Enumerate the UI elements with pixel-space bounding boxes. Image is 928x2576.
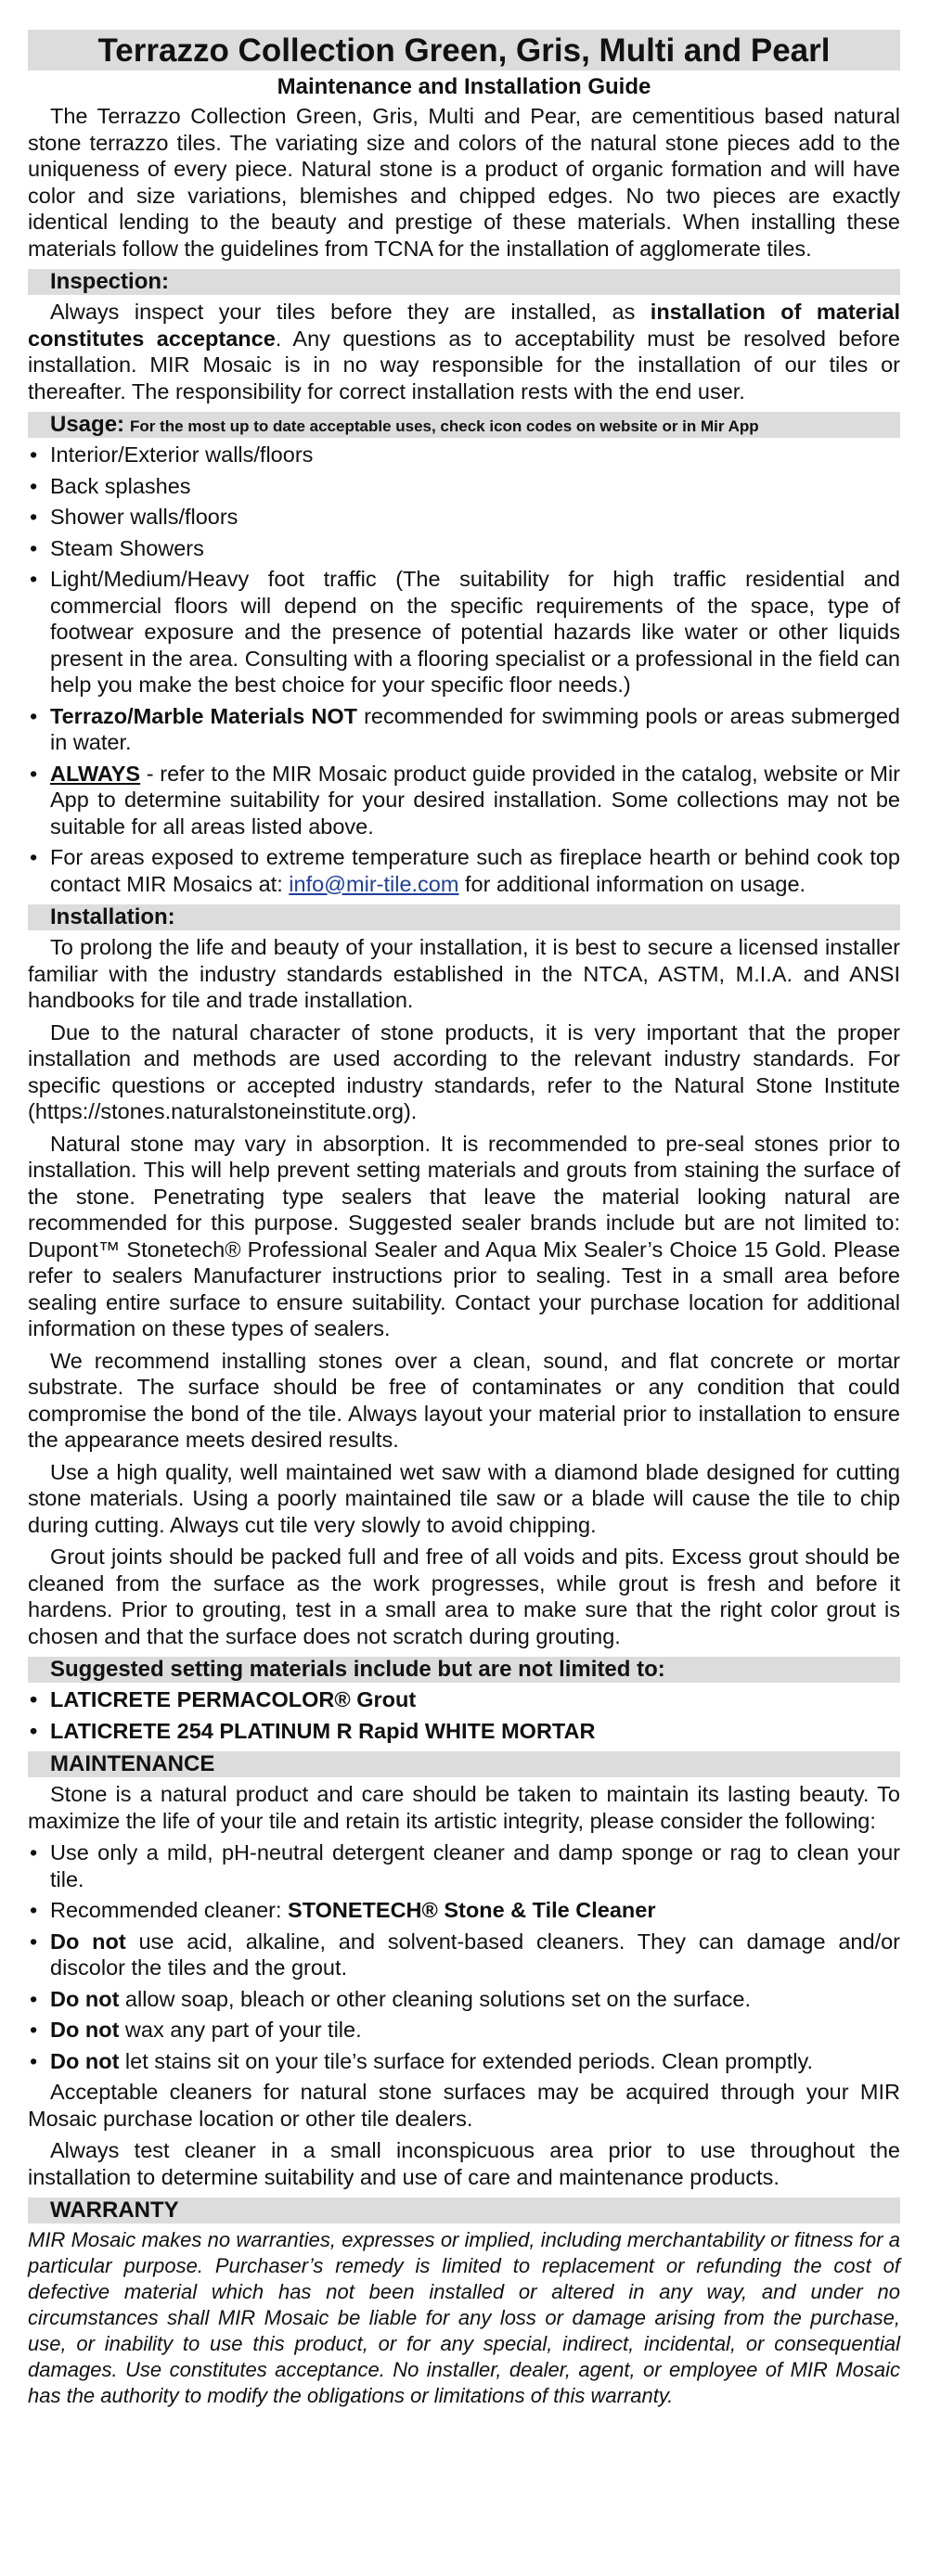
maintenance-item: • Do not allow soap, bleach or other cleaning solutions set on the surface. xyxy=(30,1986,751,2011)
usage-item-extreme-temperature: • For areas exposed to extreme temperature such as fireplace hearth or behind cook top contact MIR Mosaics at: info@mir-tile.com for additional information on usage. xyxy=(30,845,900,896)
inspection-paragraph xyxy=(28,299,900,404)
maintenance-item: • Do not let stains sit on your tile’s surface for extended periods. Clean promptly. xyxy=(30,2048,813,2073)
bullet-mark: • xyxy=(30,535,38,560)
bullet-mark: • xyxy=(30,2018,38,2042)
bullet-mark: • xyxy=(30,1986,38,2011)
section-heading-installation xyxy=(28,904,900,930)
section-heading-maintenance xyxy=(28,1751,900,1777)
bullet-mark: • xyxy=(30,845,38,869)
usage-item: • Steam Showers xyxy=(30,535,204,560)
inspection-text-start: Always inspect your tiles before they are installed, as xyxy=(50,300,651,324)
warranty-heading-text: WARRANTY xyxy=(50,2198,179,2223)
section-heading-usage xyxy=(28,412,900,438)
usage-item: • Shower walls/floors xyxy=(30,505,238,529)
installation-heading-text: Installation: xyxy=(50,904,175,929)
document-title: Terrazzo Collection Green, Gris, Multi and Pearl xyxy=(28,30,900,70)
bullet-mark: • xyxy=(30,2048,38,2073)
setting-heading-text: Suggested setting materials include but are not limited to: xyxy=(50,1657,665,1682)
maintenance-intro: Stone is a natural product and care should be taken to maintain its lasting beauty. To maximize the life of your tile and retain its artistic integrity, please consider the following: xyxy=(28,1782,900,1833)
maintenance-item: • Use only a mild, pH-neutral detergent cleaner and damp sponge or rag to clean your tile. xyxy=(30,1840,900,1891)
bullet-mark: • xyxy=(30,1840,38,1865)
bullet-mark: • xyxy=(30,442,38,467)
maintenance-heading-text: MAINTENANCE xyxy=(50,1751,215,1776)
maintenance-item: • Do not wax any part of your tile. xyxy=(30,2018,362,2042)
inspection-text-end: . Any questions as to acceptability must be resolved before installation. MIR Mosaic is in no way responsible for the installation of our tiles or thereafter. The responsibility for correct installation rests with the end user. xyxy=(28,326,900,404)
inspection-heading-text: Inspection: xyxy=(50,269,170,294)
usage-heading-text: Usage: xyxy=(50,412,125,437)
bullet-mark: • xyxy=(30,703,38,728)
inspection-text-bold: installation of material constitutes acceptance xyxy=(28,300,900,351)
installation-paragraph: We recommend installing stones over a clean, sound, and flat concrete or mortar substrate. The surface should be free of contaminates or any condition that could compromise the bond of the tile. Always layout your material prior to installation to ensure the appearance meets desired results. xyxy=(28,1348,900,1452)
bullet-mark: • xyxy=(30,1687,38,1711)
maintenance-paragraph: Acceptable cleaners for natural stone surfaces may be acquired through your MIR Mosaic purchase location or other tile dealers. xyxy=(28,2080,900,2131)
email-link[interactable]: info@mir-tile.com xyxy=(289,871,459,896)
maintenance-list xyxy=(28,1839,900,2074)
installation-paragraph: To prolong the life and beauty of your installation, it is best to secure a licensed installer familiar with the industry standards established in the NTCA, ASTM, M.I.A. and ANSI handbooks for tile and trade installation. xyxy=(28,935,900,1012)
bullet-mark: • xyxy=(30,473,38,498)
bullet-mark: • xyxy=(30,1718,38,1743)
bullet-mark: • xyxy=(30,567,38,591)
section-heading-warranty xyxy=(28,2198,900,2224)
maintenance-item: • Recommended cleaner: STONETECH® Stone & Tile Cleaner xyxy=(30,1898,656,1922)
usage-item: • Interior/Exterior walls/floors xyxy=(30,442,314,467)
setting-material-item: • LATICRETE 254 PLATINUM R Rapid WHITE MORTAR xyxy=(30,1718,596,1743)
section-heading-setting-materials xyxy=(28,1657,900,1683)
warranty-paragraph: MIR Mosaic makes no warranties, expresses or implied, including merchantability or fitness for a particular purpose. Purchaser’s remedy is limited to replacement or refunding the cost of defective material which has not been installed or altered in any way, and under no circumstances shall MIR Mosaic be liable for any loss or damage arising from the purchase, use, or inability to use this product, or for any special, indirect, incidental, or consequential damages. Use constitutes acceptance. No installer, dealer, agent, or employee of MIR Mosaic has the authority to modify the obligations or limitations of this warranty. xyxy=(28,2228,900,2407)
section-heading-inspection xyxy=(28,269,900,295)
usage-list xyxy=(28,442,900,897)
installation-paragraph: Use a high quality, well maintained wet saw with a diamond blade designed for cutting stone materials. Using a poorly maintained tile saw or a blade will cause the tile to chip during cutting. Always cut tile very slowly to avoid chipping. xyxy=(28,1459,900,1537)
usage-item: • Back splashes xyxy=(30,473,191,498)
usage-item: • Light/Medium/Heavy foot traffic (The suitability for high traffic residential and commercial floors will depend on the specific requirements of the space, type of footwear exposure and the presence of potential hazards like water or other liquids present in the area. Consulting with a flooring specialist or a professional in the field can help you make the best choice for your specific floor needs.) xyxy=(30,567,900,697)
installation-paragraph: Grout joints should be packed full and free of all voids and pits. Excess grout should be cleaned from the surface as the work progresses, while grout is fresh and before it hardens. Prior to grouting, test in a small area to make sure that the right color grout is chosen and that the surface does not scratch during grouting. xyxy=(28,1544,900,1648)
setting-material-item: • LATICRETE PERMACOLOR® Grout xyxy=(30,1687,417,1711)
maintenance-item: • Do not use acid, alkaline, and solvent-based cleaners. They can damage and/or discolor the tiles and the grout. xyxy=(30,1929,900,1980)
maintenance-paragraph: Always test cleaner in a small inconspicuous area prior to use throughout the installation to determine suitability and use of care and maintenance products. xyxy=(28,2138,900,2189)
usage-item-terrazzo-warning: • Terrazo/Marble Materials NOT recommended for swimming pools or areas submerged in water. xyxy=(30,703,900,754)
usage-item-always: • ALWAYS - refer to the MIR Mosaic product guide provided in the catalog, website or Mir App to determine suitability for your desired installation. Some collections may not be suitable for all areas listed above. xyxy=(30,761,900,839)
bullet-mark: • xyxy=(30,505,38,529)
bullet-mark: • xyxy=(30,761,38,786)
document-subtitle: Maintenance and Installation Guide xyxy=(277,74,651,99)
setting-materials-list xyxy=(28,1686,900,1744)
bullet-mark: • xyxy=(30,1898,38,1922)
bullet-mark: • xyxy=(30,1929,38,1954)
installation-paragraph: Due to the natural character of stone products, it is very important that the proper installation and methods are used according to the relevant industry standards. For specific questions or accepted industry standards, refer to the Natural Stone Institute (https://stones.naturalstoneinstitute.org). xyxy=(28,1019,900,1123)
installation-paragraph: Natural stone may vary in absorption. It is recommended to pre-seal stones prior to installation. This will help prevent setting materials and grouts from staining the surface of the stone. Penetrating type sealers that leave the material looking natural are recommended for this purpose. Suggested sealer brands include but are not limited to: Dupont™ Stonetech® Professional Sealer and Aqua Mix Sealer’s Choice 15 Gold. Please refer to sealers Manufacturer instructions prior to sealing. Test in a small area before sealing entire surface to ensure suitability. Contact your purchase location for additional information on these types of sealers. xyxy=(28,1131,900,1340)
usage-heading-note: For the most up to date acceptable uses, check icon codes on website or in Mir App xyxy=(130,417,759,435)
intro-paragraph: The Terrazzo Collection Green, Gris, Multi and Pear, are cementitious based natural stone terrazzo tiles. The variating size and colors of the natural stone pieces add to the uniqueness of every piece. Natural stone is a product of organic formation and will have color and size variations, blemishes and chipped edges. No two pieces are exactly identical lending to the beauty and prestige of these materials. When installing these materials follow the guidelines from TCNA for the installation of agglomerate tiles. xyxy=(28,104,900,261)
